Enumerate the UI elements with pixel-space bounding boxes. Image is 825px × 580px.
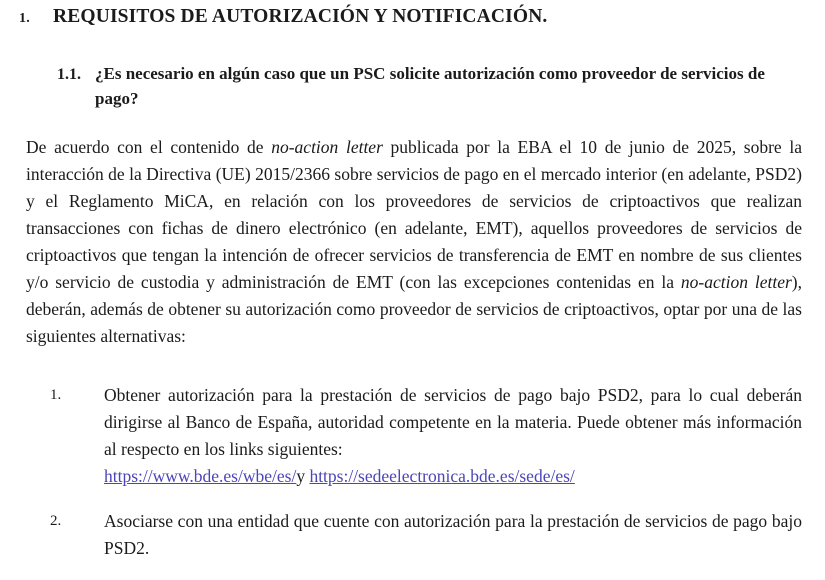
- list-item-body: Obtener autorización para la prestación de servicios de pago bajo PSD2, para lo cual deberán dirigirse al Banco de España, autoridad competente en la materia. Puede obtener más información al respecto en los links siguientes:: [104, 385, 802, 459]
- list-item-text: [104, 382, 802, 490]
- paragraph-part-1: De acuerdo con el contenido de: [26, 137, 272, 157]
- heading-1-number: 1.: [19, 11, 30, 26]
- paragraph-part-2: publicada por la EBA el 10 de junio de 2025, sobre la interacción de la Directiva (UE) 2015/2366 sobre servicios de pago en el mercado interior (en adelante, PSD2) y el Reglamento MiCA, en relación con los proveedores de servicios de criptoactivos que realizan transacciones con fichas de dinero electrónico (en adelante, EMT), aquellos proveedores de servicios de criptoactivos que tengan la intención de ofrecer servicios de transferencia de EMT en nombre de sus clientes y/o servicio de custodia y administración de EMT (con las excepciones contenidas en la: [26, 137, 802, 292]
- bde-wbe-link[interactable]: https://www.bde.es/wbe/es/: [104, 466, 297, 486]
- link-conjunction: y: [296, 466, 310, 486]
- heading-2-text: ¿Es necesario en algún caso que un PSC solicite autorización como proveedor de servicios de pago?: [95, 64, 765, 108]
- heading-1: [0, 6, 825, 28]
- list-item-number: 2.: [50, 513, 62, 529]
- heading-2: [0, 61, 825, 111]
- bde-sede-electronica-link[interactable]: https://sedeelectronica.bde.es/sede/es/: [309, 466, 575, 486]
- paragraph-italic-2: no-action letter: [680, 272, 792, 292]
- list-item: [0, 508, 825, 562]
- paragraph-italic-1: no-action letter: [271, 137, 383, 157]
- list-item-links: [104, 463, 802, 490]
- alternatives-list: [0, 382, 825, 580]
- list-item: [0, 382, 825, 490]
- heading-1-text: REQUISITOS DE AUTORIZACIÓN Y NOTIFICACIÓN.: [53, 6, 548, 27]
- list-item-text: Asociarse con una entidad que cuente con autorización para la prestación de servicios de pago bajo PSD2.: [104, 511, 802, 558]
- paragraph-part-3: ), deberán, además de obtener su autorización como proveedor de servicios de criptoactivos, optar por una de las siguientes alternativas:: [26, 272, 802, 346]
- heading-2-number: 1.1.: [57, 66, 81, 83]
- body-paragraph: [26, 134, 802, 350]
- list-item-number: 1.: [50, 387, 62, 403]
